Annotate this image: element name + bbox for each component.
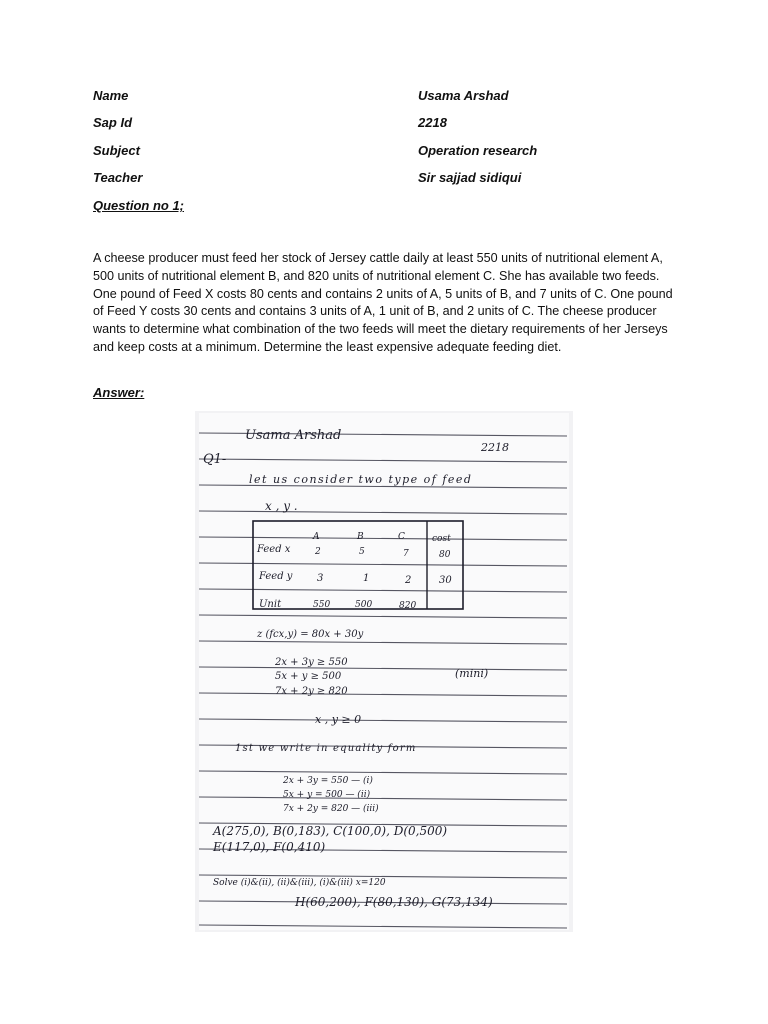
hw-nonneg: x , y ≥ 0 — [315, 713, 362, 726]
hw-table-head: C — [398, 532, 405, 542]
hw-eq-3: 7x + 2y = 820 — (iii) — [283, 804, 379, 814]
hw-id: 2218 — [481, 441, 509, 454]
info-label: Name — [93, 88, 129, 103]
hw-table-cell: 2 — [405, 575, 412, 586]
hw-points-1: A(275,0), B(0,183), C(100,0), D(0,500) — [213, 824, 448, 838]
hw-eq-title: 1st we write in equality form — [235, 743, 417, 754]
hw-mini: (mini) — [455, 667, 489, 680]
hw-solve-2: H(60,200), F(80,130), G(73,134) — [295, 895, 493, 909]
hw-table-cell: 550 — [313, 600, 331, 610]
info-label: Subject — [93, 142, 140, 158]
hw-table-cell: 80 — [439, 550, 451, 560]
hw-constraint-2: 5x + y ≥ 500 — [275, 671, 342, 682]
hw-table-label: Unit — [259, 599, 282, 610]
hw-table-cell: 1 — [363, 573, 370, 584]
hw-table-cell: 2 — [315, 547, 321, 557]
hw-table-head: A — [313, 532, 320, 542]
hw-constraint-3: 7x + 2y ≥ 820 — [275, 686, 348, 697]
hw-solve: Solve (i)&(ii), (ii)&(iii), (i)&(iii) x=120 — [213, 878, 386, 888]
info-value: Usama Arshad — [418, 88, 509, 103]
hw-line1: let us consider two type of feed — [249, 473, 473, 486]
hw-table-cell: 5 — [359, 547, 365, 557]
info-label: Sap Id — [93, 115, 133, 131]
hw-table-head: B — [357, 532, 364, 542]
hw-table-cell: 3 — [317, 573, 324, 584]
hw-line2: x , y . — [265, 499, 298, 513]
info-row-subject — [93, 141, 693, 168]
info-row-name — [93, 86, 693, 113]
hw-constraint-1: 2x + 3y ≥ 550 — [275, 657, 348, 668]
hw-table-cell: 500 — [355, 600, 373, 610]
answer-title: Answer: — [93, 385, 145, 400]
hw-table-cell: 30 — [439, 575, 452, 586]
hw-table-head: cost — [432, 534, 451, 544]
question-title: Question no 1; — [93, 198, 184, 213]
hw-eq-2: 5x + y = 500 — (ii) — [283, 790, 371, 800]
hw-table-label: Feed x — [257, 544, 291, 555]
info-label: Teacher — [93, 169, 143, 185]
handwritten-answer-photo — [195, 411, 573, 932]
hw-name: Usama Arshad — [245, 428, 342, 443]
hw-table-cell: 820 — [399, 601, 417, 611]
info-value: Operation research — [418, 142, 538, 158]
info-value: Sir sajjad sidiqui — [418, 169, 522, 185]
hw-q: Q1- — [203, 452, 227, 467]
notebook-page — [195, 411, 573, 932]
student-info — [93, 86, 693, 195]
info-row-sap-id — [93, 113, 693, 140]
hw-objective: z (fcx,y) = 80x + 30y — [257, 629, 364, 640]
info-value: 2218 — [418, 115, 447, 131]
info-row-teacher — [93, 168, 693, 195]
hw-table-label: Feed y — [259, 571, 293, 582]
hw-table-cell: 7 — [403, 549, 409, 559]
hw-points-2: E(117,0), F(0,410) — [213, 840, 326, 854]
question-text: A cheese producer must feed her stock of Jersey cattle daily at least 550 units of nutritional element A, 500 units of nutritional element B, and 820 units of nutritional element C. She has available two feeds. One pound of Feed X costs 80 cents and contains 2 units of A, 5 units of B, and 7 units of C. One pound of Feed Y costs 30 cents and contains 3 units of A, 1 unit of B, and 2 units of C. The cheese producer wants to determine what combination of the two feeds will meet the dietary requirements of her Jerseys and keep costs at a minimum. Determine the least expensive adequate feeding diet. — [93, 251, 673, 354]
hw-eq-1: 2x + 3y = 550 — (i) — [283, 776, 373, 786]
